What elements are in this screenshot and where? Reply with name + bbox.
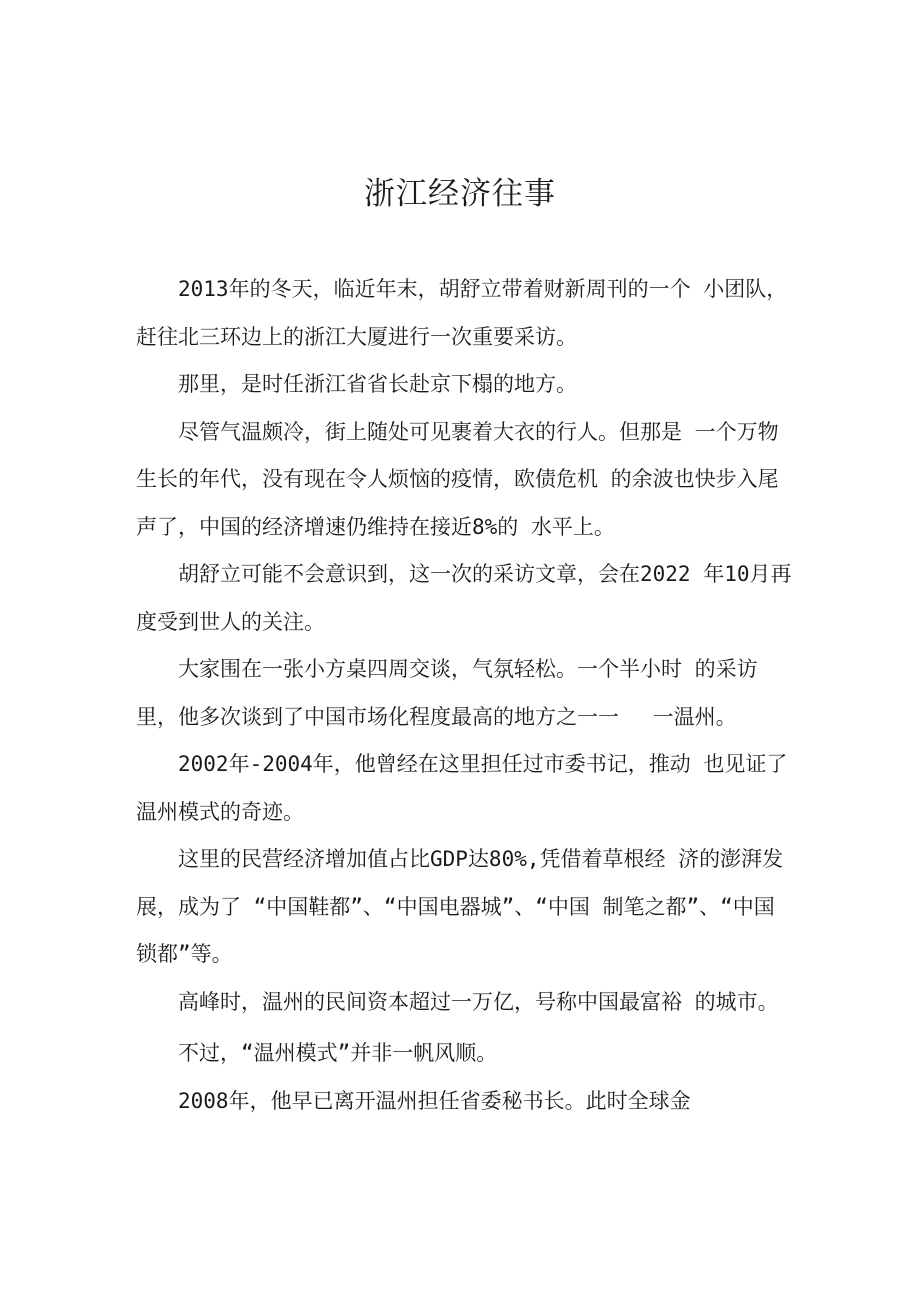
document-title: 浙江经济往事 xyxy=(364,176,556,212)
paragraph-9: 不过，“温州模式”并非一帆风顺。 xyxy=(178,1041,498,1065)
paragraph-5: 大家围在一张小方桌四周交谈，气氛轻松。一个半小时 的采访里，他多次谈到了中国市场化程度最高的地方之一一 一温州。 xyxy=(136,657,758,729)
paragraph-10: 2008年，他早已离开温州担任省委秘书长。此时全球金 xyxy=(178,1088,691,1113)
paragraph-2: 那里，是时任浙江省省长赴京下榻的地方。 xyxy=(178,372,577,396)
document-body xyxy=(136,266,792,1125)
paragraph-8: 高峰时，温州的民间资本超过一万亿，号称中国最富裕 的城市。 xyxy=(178,989,779,1014)
paragraph-1: 2013年的冬天，临近年末，胡舒立带着财新周刊的一个 小团队，赶往北三环边上的浙江大厦进行一次重要采访。 xyxy=(136,277,788,349)
paragraph-6: 2002年-2004年，他曾经在这里担任过市委书记，推动 也见证了温州模式的奇迹。 xyxy=(136,752,788,824)
paragraph-3: 尽管气温颇冷，街上随处可见裹着大衣的行人。但那是 一个万物生长的年代，没有现在令人烦恼的疫情，欧债危机 的余波也快步入尾声了，中国的经济增速仍维持在接近8%的 水平上。 xyxy=(136,419,779,539)
paragraph-4: 胡舒立可能不会意识到，这一次的采访文章，会在2022 年10月再度受到世人的关注。 xyxy=(136,562,792,634)
paragraph-7: 这里的民营经济增加值占比GDP达80%,凭借着草根经 济的澎湃发展，成为了 “中国鞋都”、“中国电器城”、“中国 制笔之都”、“中国锁都”等。 xyxy=(136,847,784,966)
